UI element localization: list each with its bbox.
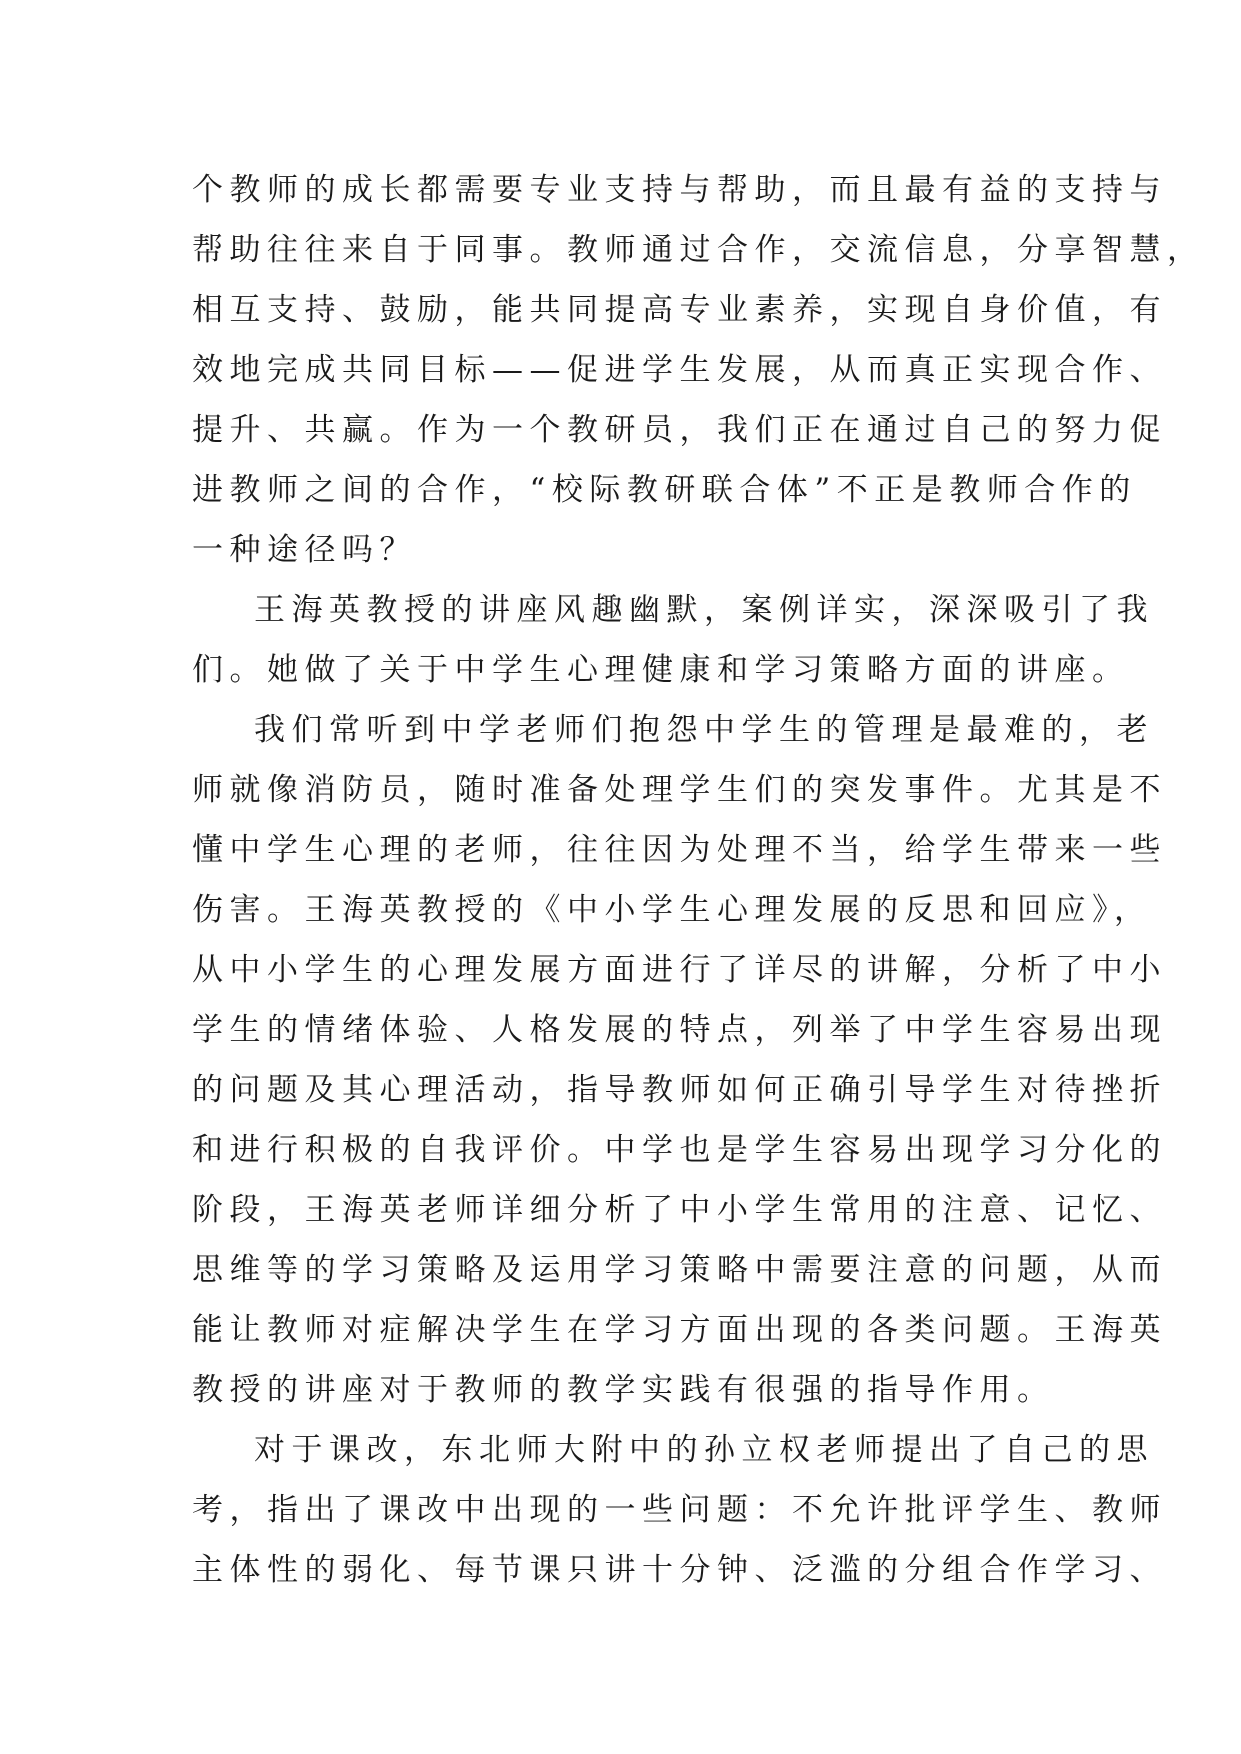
text-line: 懂中学生心理的老师，往往因为处理不当，给学生带来一些 bbox=[192, 832, 1167, 868]
text-line: 一种途径吗？ bbox=[192, 532, 417, 568]
text-line: 考，指出了课改中出现的一些问题：不允许批评学生、教师 bbox=[192, 1492, 1167, 1528]
text-line: 伤害。王海英教授的《中小学生心理发展的反思和回应》， bbox=[192, 892, 1152, 928]
paragraph-4 bbox=[192, 1420, 1167, 1600]
paragraph-2 bbox=[192, 580, 1154, 700]
text-line: 思维等的学习策略及运用学习策略中需要注意的问题，从而 bbox=[192, 1252, 1167, 1288]
text-line: 王海英教授的讲座风趣幽默，案例详实，深深吸引了我 bbox=[254, 592, 1154, 628]
text-line: 相互支持、鼓励，能共同提高专业素养，实现自身价值，有 bbox=[192, 292, 1167, 328]
text-line: 主体性的弱化、每节课只讲十分钟、泛滥的分组合作学习、 bbox=[192, 1552, 1167, 1588]
text-line: 和进行积极的自我评价。中学也是学生容易出现学习分化的 bbox=[192, 1132, 1167, 1168]
text-line: 提升、共赢。作为一个教研员，我们正在通过自己的努力促 bbox=[192, 412, 1167, 448]
body-text bbox=[192, 160, 1205, 1600]
text-line: 能让教师对症解决学生在学习方面出现的各类问题。王海英 bbox=[192, 1312, 1167, 1348]
text-line: 从中小学生的心理发展方面进行了详尽的讲解，分析了中小 bbox=[192, 952, 1167, 988]
text-line: 阶段，王海英老师详细分析了中小学生常用的注意、记忆、 bbox=[192, 1192, 1167, 1228]
text-line: 师就像消防员，随时准备处理学生们的突发事件。尤其是不 bbox=[192, 772, 1167, 808]
text-line: 教授的讲座对于教师的教学实践有很强的指导作用。 bbox=[192, 1372, 1055, 1408]
text-line: 我们常听到中学老师们抱怨中学生的管理是最难的，老 bbox=[254, 712, 1154, 748]
text-line: 帮助往往来自于同事。教师通过合作，交流信息，分享智慧， bbox=[192, 232, 1205, 268]
text-line: 效地完成共同目标——促进学生发展，从而真正实现合作、 bbox=[192, 352, 1167, 388]
paragraph-3 bbox=[192, 700, 1167, 1420]
text-line: 学生的情绪体验、人格发展的特点，列举了中学生容易出现 bbox=[192, 1012, 1167, 1048]
paragraph-1 bbox=[192, 160, 1205, 580]
text-line: 的问题及其心理活动，指导教师如何正确引导学生对待挫折 bbox=[192, 1072, 1167, 1108]
text-line: 进教师之间的合作，“校际教研联合体”不正是教师合作的 bbox=[192, 472, 1137, 508]
text-line: 对于课改，东北师大附中的孙立权老师提出了自己的思 bbox=[254, 1432, 1154, 1468]
text-line: 个教师的成长都需要专业支持与帮助，而且最有益的支持与 bbox=[192, 172, 1167, 208]
text-line: 们。她做了关于中学生心理健康和学习策略方面的讲座。 bbox=[192, 652, 1130, 688]
